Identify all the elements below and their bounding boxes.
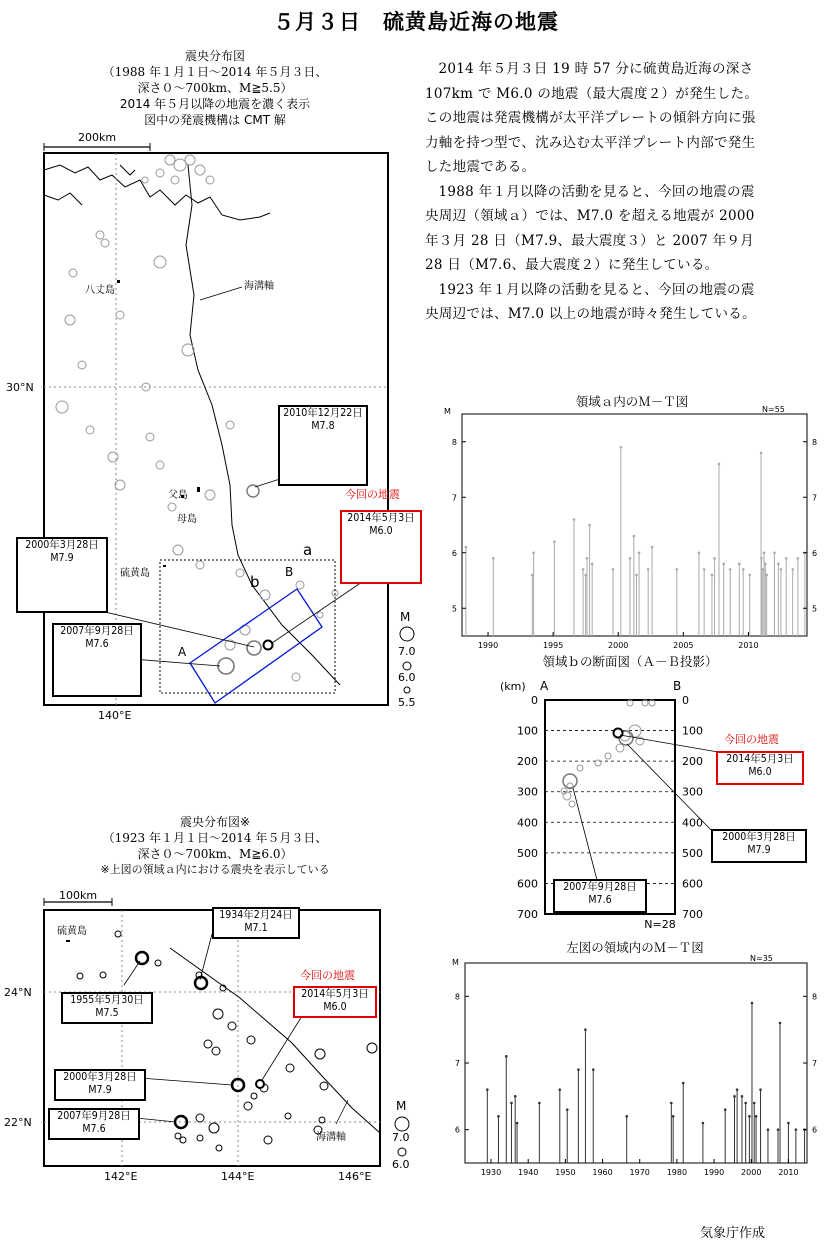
x-tick-label: 1990	[477, 641, 499, 650]
mt-event-point	[486, 1088, 489, 1091]
x-tick-label: 1990	[703, 1168, 725, 1177]
map1-heading	[40, 48, 390, 128]
mt-event-point	[711, 574, 714, 577]
mt-event-point	[591, 563, 594, 566]
callout-1955	[61, 992, 153, 1024]
mt-event-point	[612, 568, 615, 571]
depth-label: 100	[517, 724, 538, 738]
lon-146: 146°E	[338, 1170, 372, 1183]
callout-date: 2000年3月28日	[722, 831, 796, 843]
x-tick-label: 1995	[542, 641, 564, 650]
description-text	[425, 57, 767, 327]
callout-magnitude: M6.0	[748, 766, 772, 778]
lat-30: 30°N	[6, 381, 34, 394]
mt-event-point	[748, 1115, 751, 1118]
mt-event-point	[676, 568, 679, 571]
footer-credit: 気象庁作成	[700, 1226, 766, 1241]
lat-24: 24°N	[4, 986, 32, 999]
mt-event-point	[760, 452, 763, 455]
mt-event-point	[755, 1115, 758, 1118]
legend-val: 6.0	[392, 1158, 410, 1171]
mt-event-point	[785, 557, 788, 560]
depth-label: 400	[682, 816, 703, 830]
mt-event-point	[748, 574, 751, 577]
paragraph: 1988 年１月以降の活動を見ると、今回の地震の震央周辺（領域ａ）では、M7.0 を超える地震が 2000 年３月 28 日（M7.9、最大震度３）と 2007 年９月 28 日（M7.6、最大震度２）に発生している。	[425, 183, 755, 273]
depth-label: 700	[682, 908, 703, 921]
mt-event-point	[505, 1055, 508, 1058]
mt-event-point	[780, 568, 783, 571]
current-epicenter	[256, 1080, 264, 1088]
depth-label: 300	[682, 785, 703, 799]
cross-section	[490, 676, 832, 936]
callout-date: 1934年2月24日	[219, 909, 293, 921]
mt-event-point	[588, 524, 591, 527]
map1-heading-line: 深さ０～700km、M≧5.5）	[137, 81, 293, 95]
map2-heading-line: （1923 年１月１日～2014 年５月３日、	[102, 831, 328, 845]
y-tick-label: 5	[451, 604, 457, 614]
x-tick-label: 2000	[608, 641, 629, 650]
mt-event-point	[724, 1108, 727, 1111]
mt-event-point	[510, 1102, 513, 1105]
callout-2007	[52, 623, 142, 697]
place-io: 硫黄島	[57, 926, 87, 937]
callout-2014	[340, 510, 422, 584]
callout-date: 2000年3月28日	[25, 539, 99, 551]
y-tick-label: 6	[812, 1125, 818, 1135]
callout-1934	[212, 907, 300, 939]
mt-event-point	[777, 1128, 780, 1131]
mt-event-point	[633, 535, 636, 538]
current-quake-label: 今回の地震	[345, 488, 400, 501]
current-epicenter	[264, 641, 273, 650]
mt-event-point	[787, 1122, 790, 1125]
point-b: B	[285, 565, 294, 579]
mt1-n: N=55	[762, 405, 785, 414]
mt-event-point	[573, 518, 576, 521]
region-b-label: b	[250, 573, 260, 591]
mt-event-point	[779, 1022, 782, 1025]
callout-magnitude: M6.0	[323, 1001, 347, 1013]
lon-144: 144°E	[221, 1170, 255, 1183]
mt-event-point	[763, 551, 766, 554]
mt-event-point	[553, 540, 556, 543]
callout-magnitude: M7.9	[747, 844, 771, 856]
mt-event-point	[713, 557, 716, 560]
map1-heading-line: 震央分布図	[184, 49, 245, 63]
mt-event-point	[629, 557, 632, 560]
mt-event-point	[651, 546, 654, 549]
xs-b: B	[673, 679, 682, 693]
map1-heading-line: 2014 年５月以降の地震を濃く表示	[119, 97, 311, 111]
xs-current-label: 今回の地震	[724, 733, 779, 746]
xs-callout-2007	[553, 879, 647, 913]
mt-event-point	[497, 1115, 500, 1118]
callout-magnitude: M7.1	[244, 922, 268, 934]
x-tick-label: 1970	[629, 1168, 650, 1177]
mt-event-point	[625, 1115, 628, 1118]
callout-date: 2007年9月28日	[563, 881, 637, 893]
mt-event-point	[791, 568, 794, 571]
x-tick-label: 2005	[673, 641, 694, 650]
y-tick-label: 6	[812, 548, 818, 558]
callout-date: 2014年5月3日	[726, 753, 794, 765]
mt-event-point	[647, 568, 650, 571]
xs-current-hypocenter	[614, 729, 623, 738]
trench-label: 海溝軸	[316, 1132, 346, 1143]
callout-date: 2007年9月28日	[60, 625, 134, 637]
mt-event-point	[698, 551, 701, 554]
y-tick-label: 6	[451, 548, 457, 558]
mt-event-point	[736, 1088, 739, 1091]
mt-event-point	[738, 563, 741, 566]
y-tick-label: 8	[451, 437, 457, 447]
depth-label: 500	[517, 846, 538, 860]
depth-label: 200	[517, 755, 538, 769]
mt-event-point	[532, 551, 535, 554]
y-tick-label: 7	[812, 1059, 818, 1068]
mt-event-point	[670, 1102, 673, 1105]
mt2-title: 左図の領域内のＭ－Ｔ図	[566, 940, 704, 955]
x-tick-label: 2010	[738, 641, 759, 650]
legend-m: M	[400, 610, 411, 624]
callout-date: 2007年9月28日	[57, 1110, 131, 1122]
map2-heading-line: 深さ０～700km、M≧6.0）	[137, 847, 293, 861]
callout-2010	[278, 405, 368, 486]
x-tick-label: 1950	[555, 1168, 576, 1177]
lat-22: 22°N	[4, 1116, 32, 1129]
x-tick-label: 2010	[778, 1168, 799, 1177]
x-tick-label: 1940	[518, 1168, 539, 1177]
x-tick-label: 2000	[741, 1168, 762, 1177]
depth-label: 500	[682, 846, 703, 860]
mt-event-point	[584, 1028, 587, 1031]
place-haha: 母島	[177, 514, 197, 525]
callout-magnitude: M7.8	[311, 420, 335, 432]
depth-label: 200	[682, 755, 703, 769]
mt-event-point	[582, 568, 585, 571]
y-tick-label: 7	[451, 493, 457, 503]
mt-event-point	[729, 568, 732, 571]
place-io: 硫黄島	[120, 568, 150, 579]
depth-label: 400	[517, 816, 538, 830]
mt-event-point	[753, 1102, 756, 1105]
depth-label: 700	[517, 908, 538, 921]
paragraph: 1923 年１月以降の活動を見ると、今回の地震の震央周辺では、M7.0 以上の地震が時々発生している。	[425, 281, 756, 322]
y-tick-label: 7	[454, 1059, 460, 1068]
mt-event-point	[514, 1095, 517, 1098]
mt-event-point	[620, 446, 623, 449]
mt-event-point	[764, 563, 767, 566]
place-chichi: 父島	[168, 490, 188, 501]
mt-event-point	[592, 1068, 595, 1071]
legend-val: 5.5	[398, 696, 416, 709]
xs-n: N=28	[644, 918, 676, 931]
trench-label: 海溝軸	[244, 281, 274, 292]
mt-event-point	[733, 1095, 736, 1098]
mt1-title: 領域ａ内のＭ－Ｔ図	[575, 394, 689, 409]
map1-heading-line: 図中の発震機構は CMT 解	[144, 113, 286, 127]
mt-event-point	[795, 1128, 798, 1131]
depth-label: 100	[682, 724, 703, 738]
callout-magnitude: M7.9	[50, 552, 74, 564]
mt-event-point	[765, 574, 768, 577]
mt-chart-1923	[440, 953, 832, 1188]
callout-date: 2014年5月3日	[347, 512, 415, 524]
callout-magnitude: M7.6	[588, 894, 612, 906]
legend-m: M	[396, 1099, 407, 1113]
mt-event-point	[586, 557, 589, 560]
mt-event-point	[760, 557, 763, 560]
y-tick-label: 5	[812, 604, 818, 614]
map2-heading-line: ※上図の領域ａ内における震央を表示している	[100, 863, 330, 876]
x-tick-label: 1930	[480, 1168, 502, 1177]
callout-2014	[293, 986, 377, 1018]
mt-event-point	[516, 1122, 519, 1125]
x-tick-label: 1980	[666, 1168, 688, 1177]
callout-magnitude: M7.9	[88, 1084, 112, 1096]
depth-label: 0	[682, 694, 689, 707]
mt-event-point	[538, 1102, 541, 1105]
depth-label: 300	[517, 785, 538, 799]
legend-val: 7.0	[392, 1131, 410, 1144]
mt-event-point	[777, 563, 780, 566]
depth-label: 600	[682, 877, 703, 891]
callout-date: 2010年12月22日	[283, 407, 363, 419]
callout-2007	[48, 1108, 140, 1140]
mt-event-point	[566, 1108, 569, 1111]
y-tick-label: 6	[454, 1125, 460, 1135]
lon-142: 142°E	[104, 1170, 138, 1183]
mt2-n: N=35	[750, 954, 773, 963]
paragraph: 2014 年５月３日 19 時 57 分に硫黄島近海の深さ 107km で M6.0 の地震（最大震度２）が発生した。この地震は発震機構が太平洋プレートの傾斜方向に張力軸を持つ型で、沈み込む太平洋プレート内部で発生した地震である。	[425, 61, 759, 175]
callout-magnitude: M7.6	[82, 1123, 106, 1135]
mt-event-point	[767, 1128, 770, 1131]
depth-label: 600	[517, 877, 538, 891]
mt1-ylabel: M	[444, 407, 451, 416]
xs-unit: (km)	[500, 680, 526, 693]
xs-a: A	[540, 679, 549, 693]
mt-event-point	[702, 1122, 705, 1125]
callout-magnitude: M6.0	[369, 525, 393, 537]
y-tick-label: 7	[812, 493, 818, 503]
callout-magnitude: M7.6	[85, 638, 109, 650]
xs-title: 領域ｂの断面図（Ａ－Ｂ投影）	[542, 654, 718, 669]
point-a: A	[178, 645, 187, 659]
mt1-frame	[462, 414, 807, 636]
mt-event-point	[797, 557, 800, 560]
mt-event-point	[465, 546, 468, 549]
lon-140: 140°E	[98, 709, 132, 722]
map2-heading-line: 震央分布図※	[179, 815, 251, 829]
scale-label: 100km	[58, 889, 98, 902]
callout-date: 2014年5月3日	[301, 988, 369, 1000]
xs-callout-2014	[716, 751, 804, 785]
page-title: ５月３日 硫黄島近海の地震	[273, 10, 559, 34]
mt-event-point	[492, 557, 495, 560]
map2-heading	[40, 814, 390, 878]
mt-event-point	[635, 574, 638, 577]
legend-val: 7.0	[398, 645, 416, 658]
y-tick-label: 8	[812, 992, 818, 1002]
mt-event-point	[703, 568, 706, 571]
mt-event-point	[638, 551, 641, 554]
mt-event-point	[773, 551, 776, 554]
y-tick-label: 8	[812, 437, 818, 447]
current-quake-label: 今回の地震	[300, 969, 355, 982]
x-tick-label: 1960	[592, 1168, 613, 1177]
epicenter-map-1923	[0, 888, 420, 1188]
region-a-label: a	[303, 541, 313, 559]
xs-callout-2000	[711, 829, 807, 863]
callout-magnitude: M7.5	[95, 1007, 119, 1019]
mt-event-point	[742, 568, 745, 571]
callout-date: 1955年5月30日	[70, 994, 144, 1006]
mt-event-point	[577, 1068, 580, 1071]
mt-chart-1988	[440, 400, 832, 662]
y-tick-label: 8	[454, 992, 460, 1002]
mt-event-point	[558, 1088, 561, 1091]
scale-label: 200km	[77, 131, 117, 144]
mt2-ylabel: M	[452, 958, 459, 967]
mt-event-point	[751, 1002, 754, 1005]
mt-event-point	[718, 463, 721, 466]
legend-val: 6.0	[398, 671, 416, 684]
place-hachijo: 八丈島	[85, 285, 115, 296]
map1-heading-line: （1988 年１月１日～2014 年５月３日、	[102, 65, 328, 79]
mt-event-point	[672, 1115, 675, 1118]
mt-event-point	[744, 1102, 747, 1105]
mt-event-point	[682, 1082, 685, 1085]
mt-event-point	[759, 1088, 762, 1091]
callout-2000	[54, 1069, 146, 1101]
mt-event-point	[722, 563, 725, 566]
callout-2000	[16, 537, 108, 613]
callout-date: 2000年3月28日	[63, 1071, 137, 1083]
depth-label: 0	[531, 694, 538, 707]
mt-event-point	[741, 1095, 744, 1098]
